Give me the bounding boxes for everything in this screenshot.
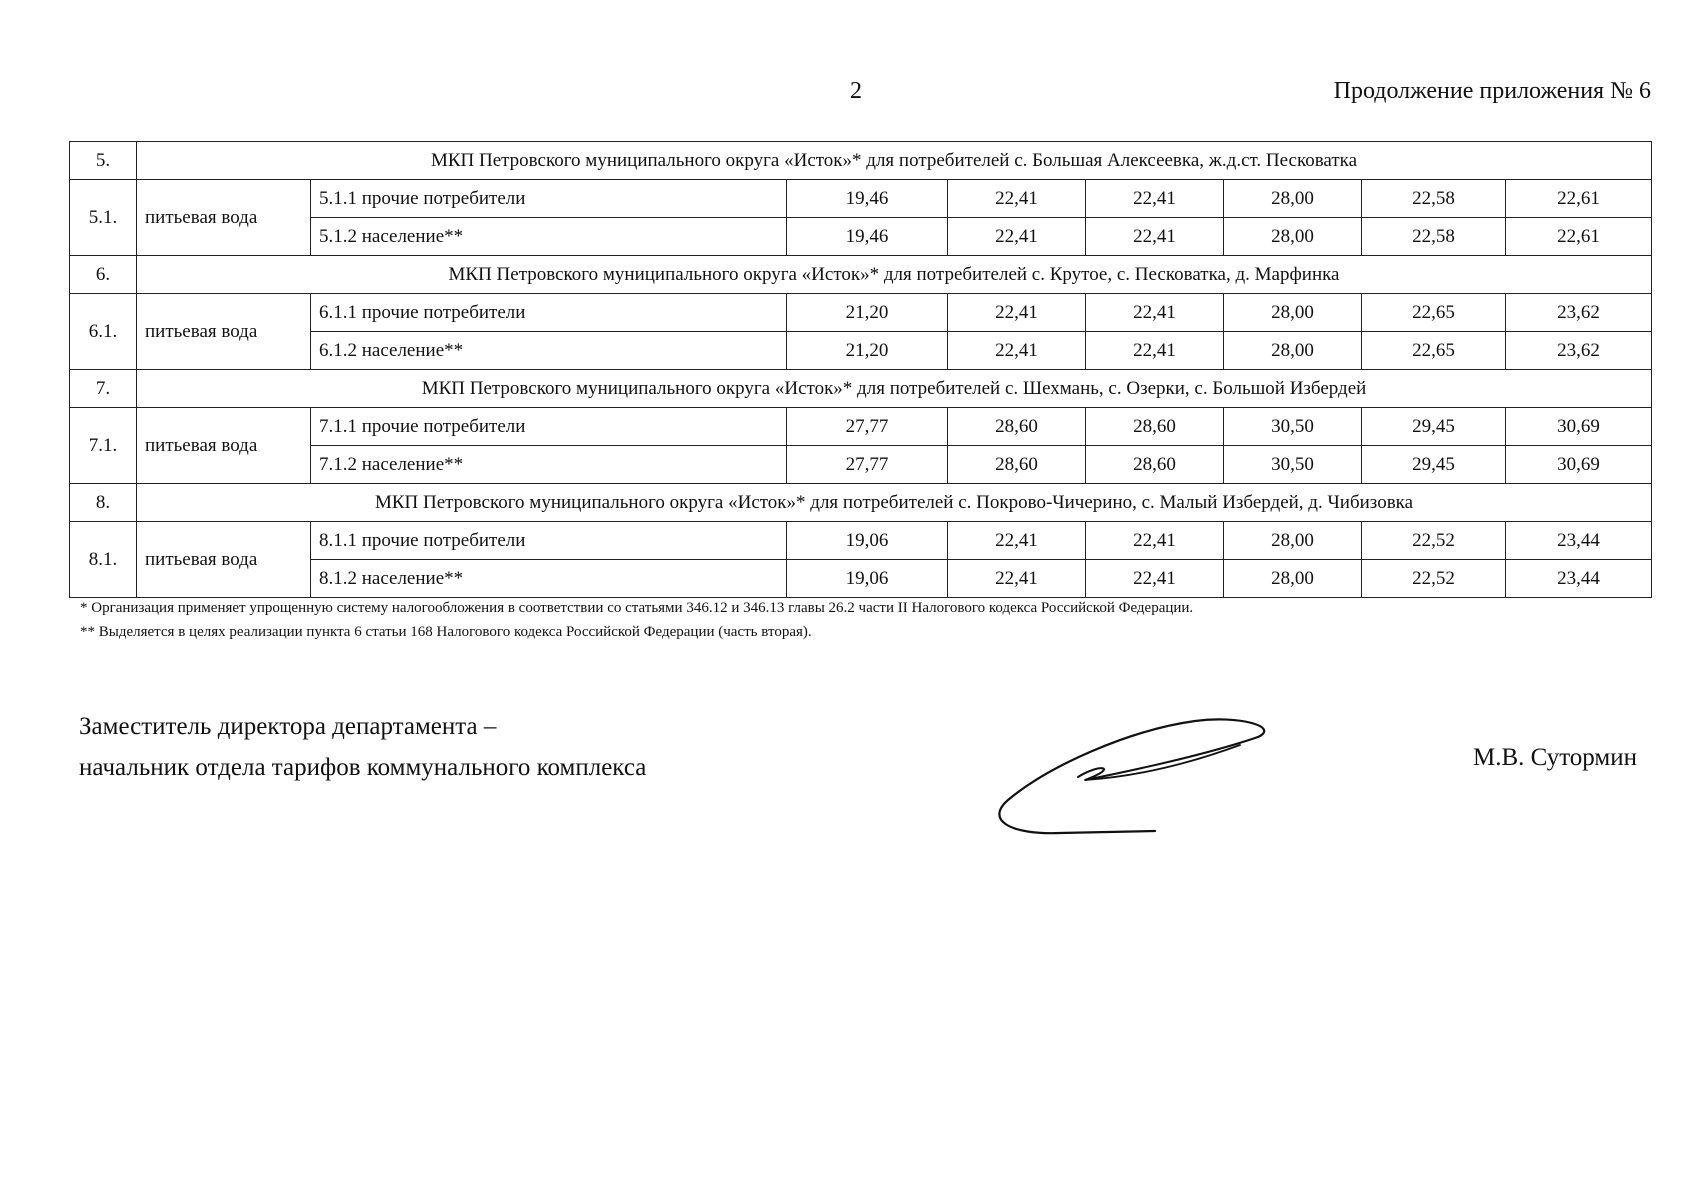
tariff-value: 22,41: [948, 218, 1086, 256]
footnotes: [80, 596, 1193, 644]
footnote-tax-system: * Организация применяет упрощенную систему налогообложения в соответствии со статьями 346.12 и 346.13 главы 26.2 части II Налогового кодекса Российской Федерации.: [80, 600, 1194, 616]
tariff-value: 30,69: [1506, 446, 1652, 484]
subsection-number: 8.1.: [70, 522, 137, 598]
tariff-value: 22,41: [948, 180, 1086, 218]
section-title: МКП Петровского муниципального округа «Исток»* для потребителей с. Покрово-Чичерино, с. Малый Избердей, д. Чибизовка: [137, 484, 1652, 522]
consumer-category: 5.1.1 прочие потребители: [311, 180, 787, 218]
tariff-value: 22,65: [1362, 294, 1506, 332]
tariff-value: 22,41: [1086, 560, 1224, 598]
tariff-value: 23,44: [1506, 560, 1652, 598]
tariff-value: 19,46: [787, 218, 948, 256]
section-title: МКП Петровского муниципального округа «Исток»* для потребителей с. Крутое, с. Песковатка, д. Марфинка: [137, 256, 1652, 294]
signatory-name: М.В. Сутормин: [1472, 744, 1637, 771]
subsection-number: 7.1.: [70, 408, 137, 484]
tariff-value: 28,00: [1224, 332, 1362, 370]
signatory-position-line1: Заместитель директора департамента –: [79, 713, 497, 740]
consumer-category: 8.1.1 прочие потребители: [311, 522, 787, 560]
tariff-value: 21,20: [787, 332, 948, 370]
continuation-title: Продолжение приложения № 6: [1333, 78, 1651, 104]
tariff-value: 22,41: [1086, 522, 1224, 560]
table-row: [70, 180, 1652, 218]
section-title: МКП Петровского муниципального округа «Исток»* для потребителей с. Шехмань, с. Озерки, с. Большой Избердей: [137, 370, 1652, 408]
service-kind: питьевая вода: [137, 522, 311, 598]
tariff-value: 22,41: [948, 522, 1086, 560]
tariff-value: 22,41: [1086, 294, 1224, 332]
tariff-value: 22,41: [948, 560, 1086, 598]
table-row: [70, 294, 1652, 332]
tariff-value: 28,00: [1224, 180, 1362, 218]
consumer-category: 5.1.2 население**: [311, 218, 787, 256]
table-row: [70, 522, 1652, 560]
tariff-value: 22,52: [1362, 522, 1506, 560]
tariff-value: 22,65: [1362, 332, 1506, 370]
consumer-category: 8.1.2 население**: [311, 560, 787, 598]
tariff-value: 22,61: [1506, 180, 1652, 218]
section-header-row: [70, 370, 1652, 408]
table-row: [70, 408, 1652, 446]
tariff-value: 19,06: [787, 522, 948, 560]
tariff-value: 28,60: [948, 408, 1086, 446]
service-kind: питьевая вода: [137, 408, 311, 484]
consumer-category: 6.1.2 население**: [311, 332, 787, 370]
tariff-value: 28,00: [1224, 522, 1362, 560]
tariff-value: 28,00: [1224, 560, 1362, 598]
tariff-value: 19,46: [787, 180, 948, 218]
section-number: 6.: [70, 256, 137, 294]
section-number: 8.: [70, 484, 137, 522]
handwritten-signature: [990, 705, 1290, 845]
consumer-category: 7.1.1 прочие потребители: [311, 408, 787, 446]
tariff-value: 21,20: [787, 294, 948, 332]
tariff-value: 29,45: [1362, 446, 1506, 484]
signatory-position-line2: начальник отдела тарифов коммунального комплекса: [79, 754, 647, 781]
tariff-value: 23,62: [1506, 294, 1652, 332]
tariff-value: 28,60: [948, 446, 1086, 484]
tariff-value: 30,50: [1224, 408, 1362, 446]
consumer-category: 6.1.1 прочие потребители: [311, 294, 787, 332]
service-kind: питьевая вода: [137, 294, 311, 370]
tariff-value: 28,00: [1224, 294, 1362, 332]
tariff-value: 22,41: [948, 294, 1086, 332]
tariff-value: 30,69: [1506, 408, 1652, 446]
tariff-value: 22,52: [1362, 560, 1506, 598]
tariff-value: 22,58: [1362, 180, 1506, 218]
subsection-number: 6.1.: [70, 294, 137, 370]
tariff-value: 23,62: [1506, 332, 1652, 370]
section-number: 5.: [70, 142, 137, 180]
tariff-value: 19,06: [787, 560, 948, 598]
section-header-row: [70, 142, 1652, 180]
signatory-position: [79, 706, 646, 788]
footnote-vat: ** Выделяется в целях реализации пункта 6 статьи 168 Налогового кодекса Российской Федерации (часть вторая).: [80, 624, 812, 640]
tariff-value: 28,60: [1086, 408, 1224, 446]
tariff-value: 29,45: [1362, 408, 1506, 446]
section-header-row: [70, 256, 1652, 294]
section-number: 7.: [70, 370, 137, 408]
tariff-value: 27,77: [787, 408, 948, 446]
tariff-value: 30,50: [1224, 446, 1362, 484]
section-header-row: [70, 484, 1652, 522]
tariff-value: 22,41: [1086, 332, 1224, 370]
tariff-value: 28,60: [1086, 446, 1224, 484]
page-number: 2: [850, 78, 862, 104]
tariff-value: 28,00: [1224, 218, 1362, 256]
tariff-value: 22,61: [1506, 218, 1652, 256]
tariff-table-body: [70, 142, 1652, 598]
subsection-number: 5.1.: [70, 180, 137, 256]
tariff-table: [69, 141, 1652, 598]
tariff-value: 27,77: [787, 446, 948, 484]
service-kind: питьевая вода: [137, 180, 311, 256]
tariff-value: 22,41: [1086, 218, 1224, 256]
tariff-value: 23,44: [1506, 522, 1652, 560]
consumer-category: 7.1.2 население**: [311, 446, 787, 484]
tariff-value: 22,41: [948, 332, 1086, 370]
section-title: МКП Петровского муниципального округа «Исток»* для потребителей с. Большая Алексеевка, ж.д.ст. Песковатка: [137, 142, 1652, 180]
tariff-value: 22,41: [1086, 180, 1224, 218]
tariff-value: 22,58: [1362, 218, 1506, 256]
